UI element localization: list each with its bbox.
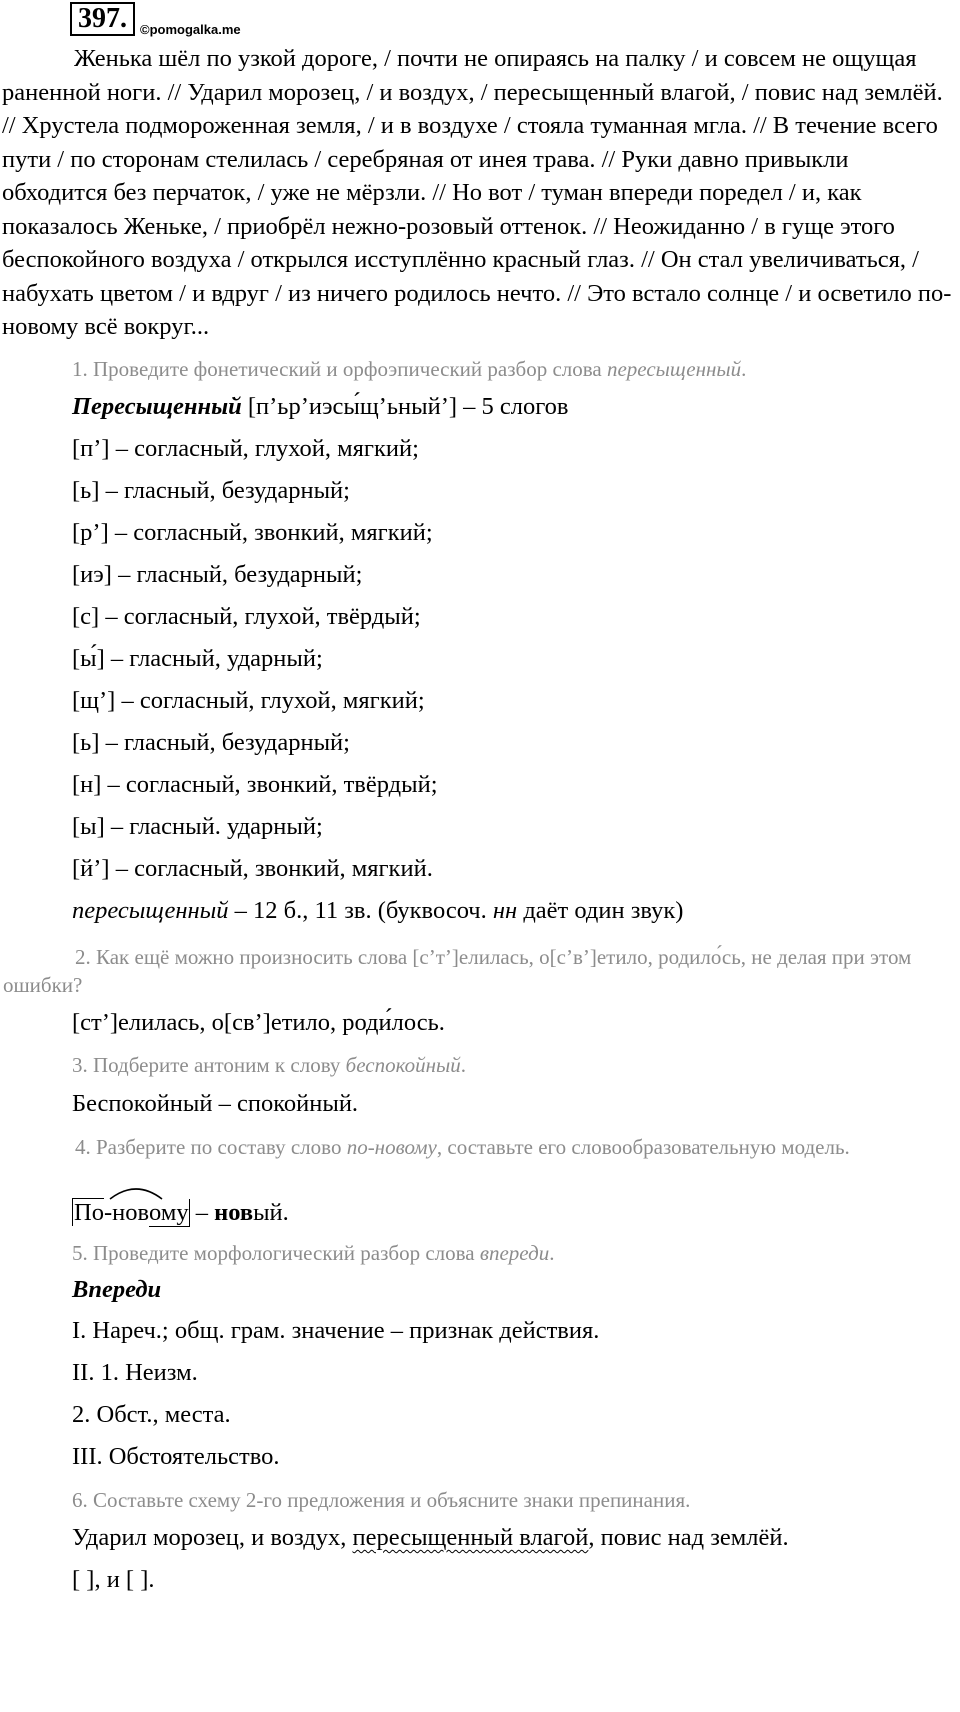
task-6 (0, 1486, 960, 1514)
sound-line: [н] – согласный, звонкий, твёрдый; (72, 771, 438, 798)
ending-mark: ому (149, 1199, 189, 1226)
prefix-mark: По (74, 1199, 104, 1226)
morph-line: III. Обстоятельство. (72, 1443, 280, 1470)
sound-line: [ь] – гласный, безударный; (72, 477, 350, 504)
morph-line: II. 1. Неизм. (72, 1359, 198, 1386)
task-6-question: 6. Составьте схему 2-го предложения и объясните знаки препинания. (72, 1488, 691, 1512)
task-4 (0, 1133, 960, 1161)
task-1-transcription: Пересыщенный [п’ьр’иэсы́щ’ьный’] – 5 слогов (72, 393, 569, 420)
morph-line: I. Нареч.; общ. грам. значение – признак действия. (72, 1317, 600, 1344)
task-3-question: 3. Подберите антоним к слову беспокойный. (72, 1053, 466, 1077)
task-3 (0, 1051, 960, 1079)
sound-line: [щ’] – согласный, глухой, мягкий; (72, 687, 425, 714)
sound-line: [ы] – гласный. ударный; (72, 813, 323, 840)
morph-line: 2. Обст., места. (72, 1401, 231, 1428)
exercise-number: 397. (70, 2, 135, 36)
task-5-word: Впереди (72, 1276, 162, 1303)
task-4-question: 4. Разберите по составу слово по-новому, составьте его словообразовательную модель. (75, 1135, 850, 1159)
task-3-answer: Беспокойный – спокойный. (72, 1090, 359, 1117)
task-2-question: 2. Как ещё можно произносить слова [с’т’]елилась, о[с’в’]етило, родило́сь, не делая при этом ошибки? (3, 945, 912, 997)
task-1-summary: пересыщенный – 12 б., 11 зв. (буквосоч. нн даёт один звук) (72, 897, 684, 924)
sound-line: [ы́] – гласный, ударный; (72, 645, 323, 672)
sound-line: [й’] – согласный, звонкий, мягкий. (72, 855, 433, 882)
task-5 (0, 1239, 960, 1267)
sound-line: [ь] – гласный, безударный; (72, 729, 350, 756)
root-arc-icon (108, 1183, 164, 1201)
task-4-answer: По-нов ому – новый. (72, 1196, 289, 1229)
sound-line: [с] – согласный, глухой, твёрдый; (72, 603, 421, 630)
task-6-scheme: [ ], и [ ]. (72, 1566, 155, 1593)
task-6-sentence: Ударил морозец, и воздух, пересыщенный влагой, повис над землёй. (72, 1524, 789, 1551)
task-1 (0, 355, 960, 383)
wavy-underline: пересыщенный влагой (352, 1524, 589, 1551)
task-2-answer: [ст’]елилась, о[св’]етило, роди́лось. (72, 1009, 445, 1036)
sound-line: [п’] – согласный, глухой, мягкий; (72, 435, 419, 462)
sound-line: [р’] – согласный, звонкий, мягкий; (72, 519, 433, 546)
site-watermark: ©pomogalka.me (140, 22, 241, 37)
exercise-text: Женька шёл по узкой дороге, / почти не опираясь на палку / и совсем не ощущая раненной ноги. // Ударил морозец, / и воздух, / пересыщенный влагой, / повис над землёй. // Хрустела подмороженная земля, / и в воздухе / стояла туманная мгла. // В течение всего пути / по сторонам стелилась / серебряная от инея трава. // Руки давно привыкли обходится без перчаток, / уже не мёрзли. // Но вот / туман впереди поредел / и, как показалось Женьке, / приобрёл нежно-розовый оттенок. // Неожиданно / в гуще этого беспокойного воздуха / открылся исступлённо красный глаз. // Он стал увеличиваться, / набухать цветом / и вдруг / из ничего родилось нечто. // Это встало солнце / и осветило по-новому всё вокруг... (2, 45, 952, 340)
root-mark: -нов (104, 1199, 149, 1226)
word-morpheme-diagram (72, 1196, 190, 1229)
task-5-question: 5. Проведите морфологический разбор слова впереди. (72, 1241, 555, 1265)
task-1-question: 1. Проведите фонетический и орфоэпический разбор слова пересыщенный. (72, 357, 747, 381)
task-2 (0, 943, 960, 999)
sound-line: [иэ] – гласный, безударный; (72, 561, 363, 588)
